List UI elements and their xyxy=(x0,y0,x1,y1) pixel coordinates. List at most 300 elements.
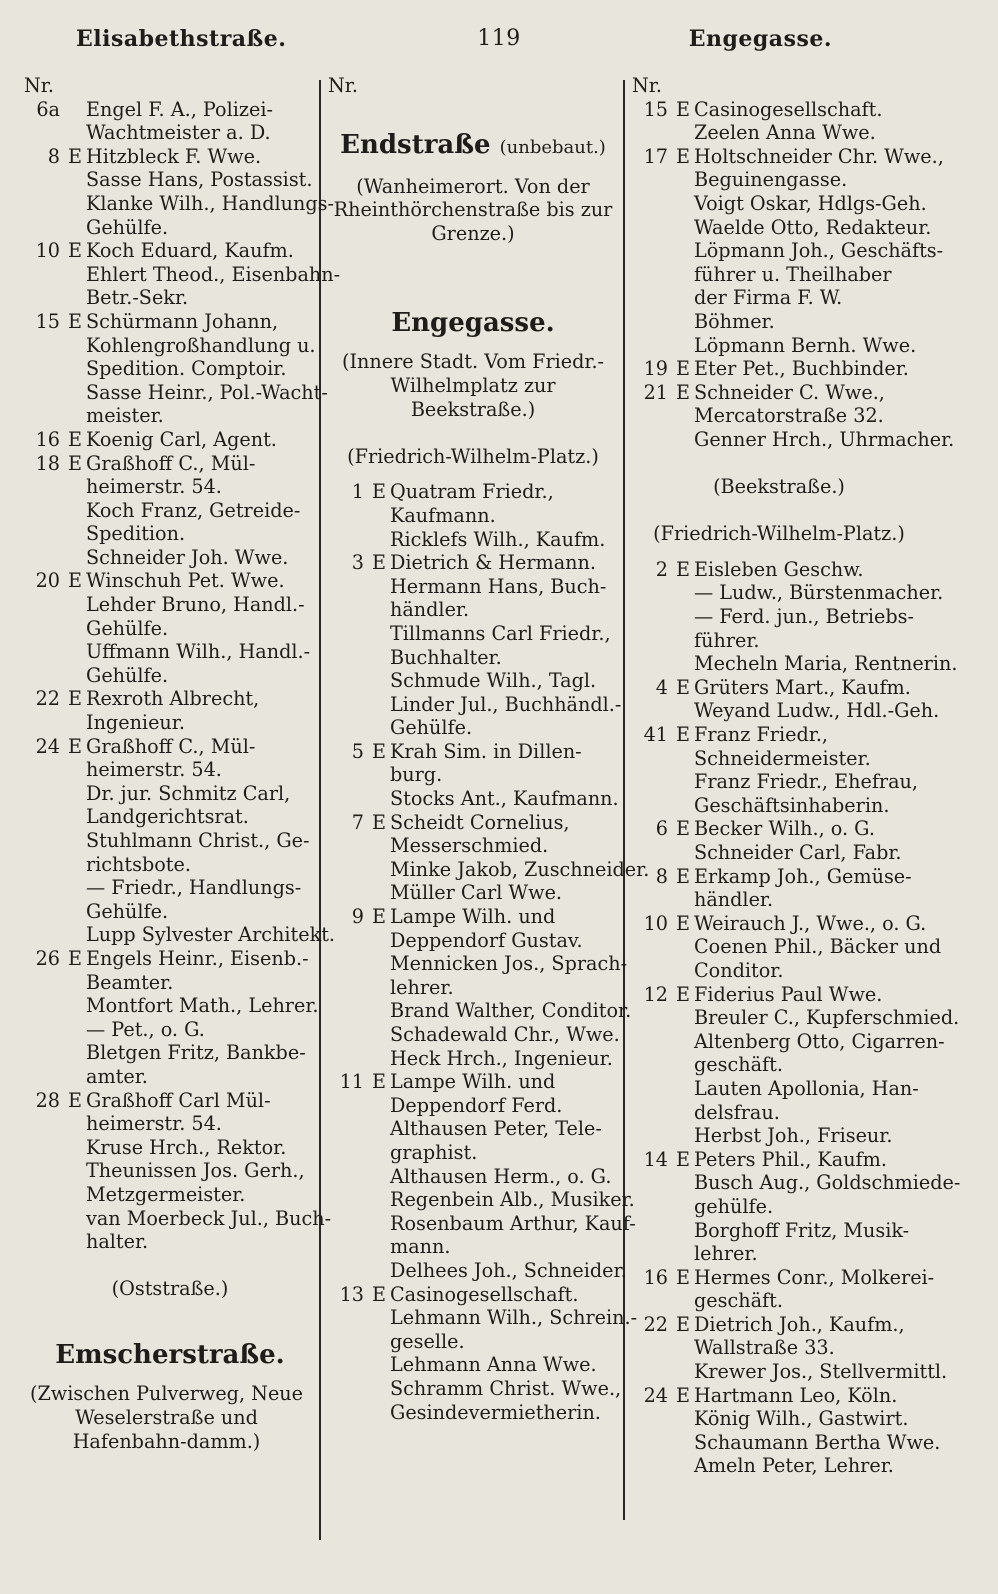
entry-text: Gehülfe. xyxy=(86,616,169,640)
entry-line xyxy=(328,1211,636,1236)
entry-text: Engels Heinr., Eisenb.- xyxy=(86,946,309,970)
entry-line xyxy=(328,857,650,882)
entry-text: Graßhoff C., Mül- xyxy=(86,734,256,758)
entry-text: lehrer. xyxy=(694,1242,758,1266)
house-number: 24 xyxy=(643,1383,668,1407)
house-number: 16 xyxy=(35,427,60,451)
entry-text: Schneidermeister. xyxy=(694,746,871,770)
entry-line xyxy=(632,1384,926,1408)
entry-line xyxy=(632,1053,926,1077)
entry-text: Coenen Phil., Bäcker und xyxy=(694,935,942,959)
entry-text: führer u. Theilhaber xyxy=(694,262,892,286)
entry-text: Schneider Carl, Fabr. xyxy=(694,841,902,864)
owner-marker: E xyxy=(68,734,83,758)
street-note: (Wanheimerort. Von der Rheinthörchenstraße bis zur Grenze.) xyxy=(333,174,613,245)
owner-marker: E xyxy=(676,1147,691,1171)
entry-line xyxy=(24,1136,316,1160)
entry-line xyxy=(328,952,628,976)
entry-line xyxy=(24,546,316,570)
house-number: 22 xyxy=(643,1312,668,1336)
entry-line xyxy=(24,1206,332,1231)
entry-line xyxy=(328,787,618,811)
entry-text: Mennicken Jos., Sprach- xyxy=(390,952,628,976)
house-number: 41 xyxy=(643,723,668,747)
column-divider-2 xyxy=(623,80,625,1520)
entry-text: Hartmann Leo, Köln. xyxy=(694,1383,898,1407)
house-number: 17 xyxy=(643,144,668,168)
entry-text: Lehmann Wilh., Schrein.- xyxy=(390,1306,638,1330)
owner-marker: E xyxy=(676,911,691,935)
entry-line xyxy=(632,817,926,841)
entry-line xyxy=(328,1353,618,1377)
house-number: 21 xyxy=(643,380,668,404)
entry-line xyxy=(24,1159,316,1183)
entry-line xyxy=(24,404,316,428)
house-number: 20 xyxy=(35,569,60,593)
entry-line xyxy=(24,711,316,735)
entry-text: Spedition. Comptoir. xyxy=(86,357,287,381)
entry-text: Busch Aug., Goldschmiede- xyxy=(694,1171,961,1195)
entry-line xyxy=(24,1041,316,1065)
owner-marker: E xyxy=(68,309,83,333)
house-number: 12 xyxy=(643,982,668,1006)
entry-text: Schadewald Chr., Wwe. xyxy=(390,1023,620,1046)
owner-marker: E xyxy=(372,551,387,575)
entry-text: Dietrich & Hermann. xyxy=(390,551,596,575)
owner-marker: E xyxy=(676,1383,691,1407)
entry-text: Ricklefs Wilh., Kaufm. xyxy=(390,527,606,551)
entry-line xyxy=(328,881,618,905)
entry-line xyxy=(632,1124,926,1148)
entry-text: Gehülfe. xyxy=(86,899,169,923)
street-suffix: (unbebaut.) xyxy=(499,136,606,158)
entry-line xyxy=(328,1141,618,1165)
house-number: 11 xyxy=(339,1070,364,1094)
entry-line xyxy=(632,1171,961,1195)
entry-text: Weyand Ludw., Hdl.-Geh. xyxy=(694,699,940,723)
entry-line xyxy=(24,758,316,782)
entry-text: Lupp Sylvester Architekt. xyxy=(86,923,336,947)
entry-line xyxy=(24,475,316,499)
owner-marker: E xyxy=(372,905,387,929)
entry-text: Scheidt Cornelius, xyxy=(390,810,570,834)
entry-text: Hermann Hans, Buch- xyxy=(390,574,607,598)
owner-marker: E xyxy=(676,723,691,747)
entry-line xyxy=(24,805,316,829)
entry-line xyxy=(632,1219,926,1243)
entry-text: Deppendorf Gustav. xyxy=(390,928,583,952)
house-number: 2 xyxy=(655,557,668,581)
entry-text: Graßhoff Carl Mül- xyxy=(86,1088,271,1112)
entry-line xyxy=(328,1188,635,1212)
entry-line xyxy=(328,504,618,528)
entry-line xyxy=(328,480,618,504)
entry-line xyxy=(24,310,316,334)
owner-marker: E xyxy=(372,480,387,504)
house-number: 10 xyxy=(643,911,668,935)
cross-ref: (Oststraße.) xyxy=(111,1277,229,1301)
entry-text: Kohlengroßhandlung u. xyxy=(86,333,316,357)
entry-line xyxy=(632,239,944,263)
entry-text: Erkamp Joh., Gemüse- xyxy=(694,864,912,888)
house-number: 28 xyxy=(35,1088,60,1112)
entry-line xyxy=(632,381,926,405)
entry-line xyxy=(632,1289,926,1313)
entry-text: amter. xyxy=(86,1064,148,1088)
entry-text: Gehülfe. xyxy=(86,663,169,687)
entry-line xyxy=(632,959,926,983)
entry-text: Conditor. xyxy=(694,958,784,982)
entry-text: Minke Jakob, Zuschneider. xyxy=(390,857,650,881)
entry-text: heimerstr. 54. xyxy=(86,1112,222,1136)
entry-line xyxy=(24,687,316,711)
entry-text: Uffmann Wilh., Handl.- xyxy=(86,640,311,664)
entry-line xyxy=(24,664,316,688)
owner-marker: E xyxy=(676,357,691,381)
entry-line xyxy=(328,763,618,787)
owner-marker: E xyxy=(676,97,691,121)
entry-line xyxy=(328,905,618,929)
entry-line xyxy=(24,262,341,287)
entry-line xyxy=(632,652,958,676)
house-number: 26 xyxy=(35,946,60,970)
entry-line xyxy=(632,1029,945,1054)
entry-line xyxy=(328,646,618,670)
entry-text: Löpmann Bernh. Wwe. xyxy=(694,333,917,357)
owner-marker: E xyxy=(372,810,387,834)
entry-line xyxy=(24,782,316,806)
col3-entries-a xyxy=(632,97,955,452)
entry-text: Engel F. A., Polizei- xyxy=(86,97,273,121)
entry-line xyxy=(328,598,618,622)
owner-marker: E xyxy=(676,380,691,404)
owner-marker: E xyxy=(676,557,691,581)
entry-text: Sasse Hans, Postassist. xyxy=(86,168,313,192)
page-number: 119 xyxy=(477,26,521,51)
entry-line xyxy=(24,98,316,122)
entry-line xyxy=(632,1430,941,1455)
entry-line xyxy=(632,605,926,629)
entry-line xyxy=(328,528,618,552)
entry-text: Rexroth Albrecht, xyxy=(86,687,260,711)
entry-text: Kaufmann. xyxy=(390,503,496,527)
entry-text: Lehder Bruno, Handl.- xyxy=(86,593,305,617)
entry-line xyxy=(328,929,618,953)
entry-text: der Firma F. W. xyxy=(694,286,843,310)
entry-line xyxy=(24,640,316,664)
owner-marker: E xyxy=(676,1265,691,1289)
entry-text: graphist. xyxy=(390,1140,478,1164)
entry-text: Franz Friedr., Ehefrau, xyxy=(694,770,918,794)
entry-text: Lauten Apollonia, Han- xyxy=(694,1076,919,1100)
entry-line xyxy=(328,716,618,740)
entry-text: Klanke Wilh., Handlungs- xyxy=(86,191,334,215)
entry-line xyxy=(328,1258,627,1283)
owner-marker: E xyxy=(676,982,691,1006)
entry-line xyxy=(632,404,926,428)
cross-ref: (Friedrich-Wilhelm-Platz.) xyxy=(653,522,905,546)
entry-text: Schramm Christ. Wwe., xyxy=(390,1376,622,1400)
owner-marker: E xyxy=(68,451,83,475)
house-number: 18 xyxy=(35,451,60,475)
entry-text: Beamter. xyxy=(86,970,174,994)
entry-line xyxy=(632,192,926,216)
entry-line xyxy=(632,723,926,747)
entry-text: Böhmer. xyxy=(694,309,775,333)
entry-line xyxy=(632,310,926,334)
entry-line xyxy=(24,499,316,523)
entry-text: Winschuh Pet. Wwe. xyxy=(86,569,285,593)
entry-text: Wallstraße 33. xyxy=(694,1336,835,1360)
entry-text: gehülfe. xyxy=(694,1194,774,1218)
street-note: (Innere Stadt. Vom Friedr.-Wilhelmplatz zur Beekstraße.) xyxy=(341,350,605,421)
entry-line xyxy=(632,1360,948,1384)
entry-line xyxy=(632,1148,926,1172)
entry-text: Sasse Heinr., Pol.-Wacht- xyxy=(86,380,328,404)
entry-text: König Wilh., Gastwirt. xyxy=(694,1407,909,1431)
entry-text: Ameln Peter, Lehrer. xyxy=(694,1454,894,1478)
entry-text: Betr.-Sekr. xyxy=(86,286,189,310)
entry-line xyxy=(632,1101,926,1125)
street-note: (Zwischen Pulverweg, Neue Weselerstraße und Hafenbahn-damm.) xyxy=(29,1382,304,1453)
entry-line xyxy=(24,971,316,995)
entry-text: Schmude Wilh., Tagl. xyxy=(390,669,597,693)
entry-line xyxy=(328,1283,618,1307)
entry-line xyxy=(24,617,316,641)
entry-line xyxy=(632,983,926,1007)
entry-line xyxy=(632,770,926,794)
entry-line xyxy=(632,334,926,358)
entry-line xyxy=(632,865,926,889)
entry-line xyxy=(24,593,316,617)
entry-text: Gehülfe. xyxy=(86,215,169,239)
entry-line xyxy=(24,121,316,145)
entry-line xyxy=(328,999,632,1023)
entry-text: Beguinengasse. xyxy=(694,168,848,192)
street-heading-emscherstrasse: Emscherstraße. xyxy=(55,1340,285,1371)
entry-text: Montfort Math., Lehrer. xyxy=(86,994,319,1018)
nr-label: Nr. xyxy=(632,74,662,97)
entry-line xyxy=(632,558,926,582)
col1-entries xyxy=(24,97,341,1254)
entry-text: Becker Wilh., o. G. xyxy=(694,817,875,841)
entry-line xyxy=(632,912,926,936)
house-number: 5 xyxy=(351,739,364,763)
entry-text: Rosenbaum Arthur, Kauf- xyxy=(390,1211,636,1235)
entry-text: — Pet., o. G. xyxy=(86,1017,205,1041)
entry-text: Lehmann Anna Wwe. xyxy=(390,1353,597,1377)
entry-text: Grüters Mart., Kaufm. xyxy=(694,675,911,699)
owner-marker: E xyxy=(676,1312,691,1336)
owner-marker: E xyxy=(68,946,83,970)
entry-line xyxy=(24,923,336,947)
entry-text: Casinogesellschaft. xyxy=(390,1282,579,1306)
entry-line xyxy=(24,380,328,405)
entry-line xyxy=(24,900,316,924)
entry-line xyxy=(328,1165,618,1189)
entry-line xyxy=(24,428,316,452)
owner-marker: E xyxy=(676,817,691,841)
house-number: 10 xyxy=(35,239,60,263)
entry-text: Waelde Otto, Redakteur. xyxy=(694,215,932,239)
entry-text: lehrer. xyxy=(390,975,454,999)
house-number: 3 xyxy=(351,551,364,575)
entry-line xyxy=(24,1183,316,1207)
entry-line xyxy=(328,669,618,693)
house-number: 22 xyxy=(35,687,60,711)
house-number: 9 xyxy=(351,905,364,929)
entry-line xyxy=(24,569,316,593)
entry-text: Löpmann Joh., Geschäfts- xyxy=(694,239,944,263)
nr-label: Nr. xyxy=(24,74,54,97)
entry-text: Zeelen Anna Wwe. xyxy=(694,121,876,145)
street-name: Endstraße xyxy=(340,129,491,160)
entry-line xyxy=(632,1265,935,1290)
entry-text: Krewer Jos., Stellvermittl. xyxy=(694,1360,948,1384)
house-number: 24 xyxy=(35,734,60,758)
entry-text: Stocks Ant., Kaufmann. xyxy=(390,787,619,811)
entry-text: geschäft. xyxy=(694,1289,783,1313)
owner-marker: E xyxy=(676,144,691,168)
house-number: 7 xyxy=(351,810,364,834)
column-3 xyxy=(632,74,961,1554)
entry-text: Casinogesellschaft. xyxy=(694,97,883,121)
entry-text: Spedition. xyxy=(86,522,186,546)
cross-ref: (Friedrich-Wilhelm-Platz.) xyxy=(347,444,599,468)
owner-marker: E xyxy=(68,144,83,168)
entry-text: Koch Franz, Getreide- xyxy=(86,498,301,522)
col3-entries-b xyxy=(632,557,961,1478)
entry-line xyxy=(24,522,316,546)
entry-text: Borghoff Fritz, Musik- xyxy=(694,1218,910,1242)
entry-line xyxy=(328,622,618,646)
entry-text: delsfrau. xyxy=(694,1100,780,1124)
entry-line xyxy=(632,1313,926,1337)
entry-text: Schneider C. Wwe., xyxy=(694,380,885,404)
entry-line xyxy=(632,121,926,145)
entry-text: Müller Carl Wwe. xyxy=(390,881,563,905)
house-number: 6a xyxy=(36,97,60,121)
header-right-street: Engegasse. xyxy=(688,26,832,52)
column-1 xyxy=(24,74,341,1554)
entry-text: heimerstr. 54. xyxy=(86,475,222,499)
house-number: 4 xyxy=(655,675,668,699)
entry-text: Ehlert Theod., Eisenbahn- xyxy=(86,262,341,286)
entry-line xyxy=(632,747,926,771)
entry-text: Kruse Hrch., Rektor. xyxy=(86,1135,287,1159)
entry-line xyxy=(24,1018,316,1042)
entry-line xyxy=(24,452,316,476)
entry-text: Peters Phil., Kaufm. xyxy=(694,1147,887,1171)
entry-text: Geschäftsinhaberin. xyxy=(694,793,890,817)
entry-line xyxy=(328,1117,618,1141)
entry-line xyxy=(632,1336,926,1360)
entry-text: Dietrich Joh., Kaufm., xyxy=(694,1312,905,1336)
entry-line xyxy=(24,145,316,169)
entry-line xyxy=(632,357,926,381)
entry-text: Althausen Peter, Tele- xyxy=(390,1117,602,1141)
entry-text: Theunissen Jos. Gerh., xyxy=(86,1159,305,1183)
entry-text: Voigt Oskar, Hdlgs-Geh. xyxy=(694,191,927,215)
house-number: 19 xyxy=(643,357,668,381)
entry-line xyxy=(632,144,944,169)
entry-text: Schaumann Bertha Wwe. xyxy=(694,1430,941,1454)
entry-line xyxy=(632,699,940,723)
entry-text: Altenberg Otto, Cigarren- xyxy=(694,1029,945,1053)
entry-text: halter. xyxy=(86,1230,149,1254)
entry-text: Schneider Joh. Wwe. xyxy=(86,545,289,569)
entry-line xyxy=(632,263,926,287)
entry-line xyxy=(328,1094,618,1118)
entry-line xyxy=(632,794,926,818)
entry-line xyxy=(24,994,319,1018)
entry-line xyxy=(328,834,618,858)
entry-text: Dr. jur. Schmitz Carl, xyxy=(86,781,291,805)
entry-line xyxy=(328,1235,618,1259)
entry-line xyxy=(328,1401,618,1425)
entry-text: — Friedr., Handlungs- xyxy=(86,876,302,900)
cross-ref: (Beekstraße.) xyxy=(713,475,845,499)
entry-line xyxy=(328,740,618,764)
entry-line xyxy=(632,1195,926,1219)
entry-line xyxy=(24,357,316,381)
entry-text: heimerstr. 54. xyxy=(86,758,222,782)
entry-text: Weirauch J., Wwe., o. G. xyxy=(694,911,927,935)
house-number: 6 xyxy=(655,817,668,841)
entry-line xyxy=(24,829,316,853)
street-heading-endstrasse xyxy=(328,128,618,165)
entry-line xyxy=(328,1023,618,1047)
entry-text: Landgerichtsrat. xyxy=(86,805,249,829)
house-number: 16 xyxy=(643,1265,668,1289)
column-2 xyxy=(328,74,650,1554)
entry-text: geschäft. xyxy=(694,1053,783,1077)
entry-text: mann. xyxy=(390,1235,451,1259)
entry-text: Tillmanns Carl Friedr., xyxy=(390,621,611,645)
owner-marker: E xyxy=(372,739,387,763)
col2-entries xyxy=(328,480,650,1424)
entry-line xyxy=(24,216,316,240)
entry-line xyxy=(632,1242,926,1266)
entry-line xyxy=(328,551,618,575)
entry-text: Koch Eduard, Kaufm. xyxy=(86,239,294,263)
entry-text: burg. xyxy=(390,763,443,787)
entry-line xyxy=(328,1047,618,1071)
entry-line xyxy=(328,1376,622,1401)
entry-line xyxy=(328,976,618,1000)
entry-line xyxy=(24,1089,316,1113)
entry-line xyxy=(328,1330,618,1354)
entry-line xyxy=(632,215,932,240)
entry-line xyxy=(328,1070,618,1094)
entry-text: Lampe Wilh. und xyxy=(390,905,556,929)
entry-line xyxy=(24,239,316,263)
entry-text: händler. xyxy=(390,598,470,622)
entry-line xyxy=(632,1077,926,1101)
entry-text: Hermes Conr., Molkerei- xyxy=(694,1265,935,1289)
entry-line xyxy=(632,935,942,959)
entry-text: Hitzbleck F. Wwe. xyxy=(86,144,262,168)
entry-text: Wachtmeister a. D. xyxy=(86,121,271,145)
entry-line xyxy=(632,98,926,122)
house-number: 8 xyxy=(655,864,668,888)
entry-line xyxy=(24,1230,316,1254)
entry-text: Eter Pet., Buchbinder. xyxy=(694,357,909,381)
entry-text: Linder Jul., Buchhändl.- xyxy=(390,692,622,716)
entry-text: Ingenieur. xyxy=(86,711,185,735)
entry-text: Mecheln Maria, Rentnerin. xyxy=(694,652,958,676)
owner-marker: E xyxy=(68,569,83,593)
